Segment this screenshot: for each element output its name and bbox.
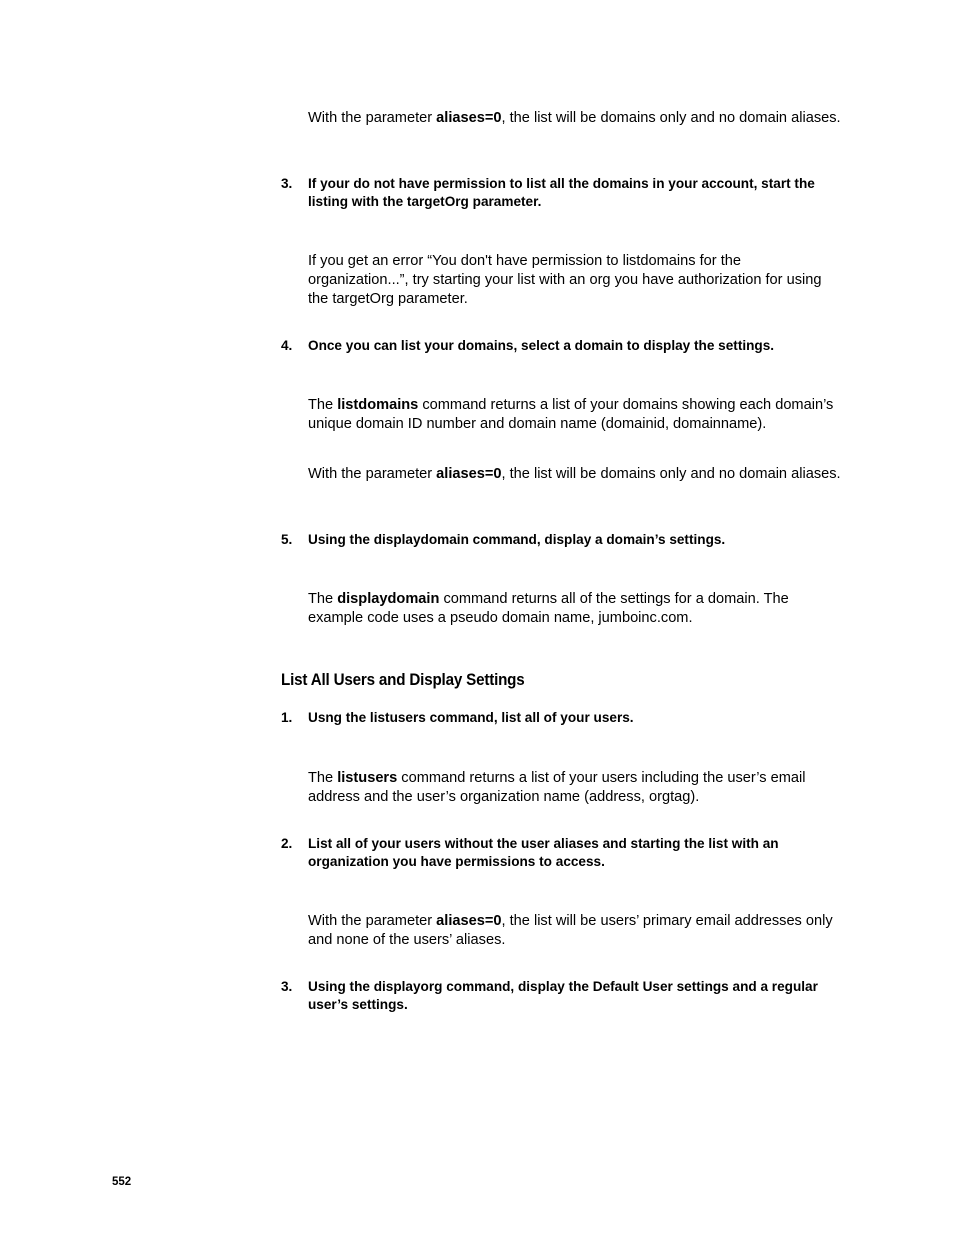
step-number: 1.	[281, 710, 293, 725]
paragraph-displaydomain: The displaydomain command returns all of the settings for a domain. The example code uses a pseudo domain name, jumboinc.com.	[308, 591, 789, 626]
step-text: Once you can list your domains, select a domain to display the settings.	[308, 338, 775, 353]
page-number: 552	[112, 1176, 132, 1188]
step-text: Usng the listusers command, list all of your users.	[308, 710, 634, 725]
section-heading: List All Users and Display Settings	[281, 671, 525, 689]
param-aliases: aliases=0	[436, 913, 502, 929]
step-3-displayorg	[281, 978, 846, 1014]
param-aliases: aliases=0	[436, 110, 502, 126]
step-1-listusers	[281, 709, 846, 727]
step-text: If your do not have permission to list all the domains in your account, start the listing with the targetOrg parameter.	[308, 176, 815, 209]
paragraph-aliases-users: With the parameter aliases=0, the list will be users’ primary email addresses only and none of the users’ aliases.	[308, 913, 833, 948]
step-number: 2.	[281, 836, 293, 851]
paragraph-aliases-domains-2: With the parameter aliases=0, the list will be domains only and no domain aliases.	[308, 466, 841, 482]
step-text: Using the displayorg command, display the Default User settings and a regular user’s settings.	[308, 979, 818, 1012]
step-number: 3.	[281, 176, 293, 191]
step-5-displaydomain	[281, 531, 846, 549]
step-2-users-no-aliases	[281, 835, 846, 871]
paragraph-listdomains: The listdomains command returns a list of your domains showing each domain’s unique domain ID number and domain name (domainid, domainname).	[308, 397, 834, 432]
step-4-select-domain	[281, 337, 846, 355]
command-listusers: listusers	[337, 770, 398, 786]
step-number: 4.	[281, 338, 293, 353]
step-number: 5.	[281, 532, 293, 547]
command-listdomains: listdomains	[337, 397, 419, 413]
param-aliases: aliases=0	[436, 466, 502, 482]
step-text: Using the displaydomain command, display a domain’s settings.	[308, 532, 726, 547]
step-number: 3.	[281, 979, 293, 994]
step-text: List all of your users without the user aliases and starting the list with an organization you have permissions to access.	[308, 836, 779, 869]
paragraph-aliases-domains: With the parameter aliases=0, the list will be domains only and no domain aliases.	[308, 110, 841, 126]
step-3-permission	[281, 175, 846, 211]
paragraph-listusers: The listusers command returns a list of your users including the user’s email address and the user’s organization name (address, orgtag).	[308, 770, 806, 805]
command-displaydomain: displaydomain	[337, 591, 440, 607]
paragraph-permission-error: If you get an error “You don't have permission to listdomains for the organization...”, try starting your list with an org you have authorization for using the targetOrg parameter.	[308, 253, 822, 307]
